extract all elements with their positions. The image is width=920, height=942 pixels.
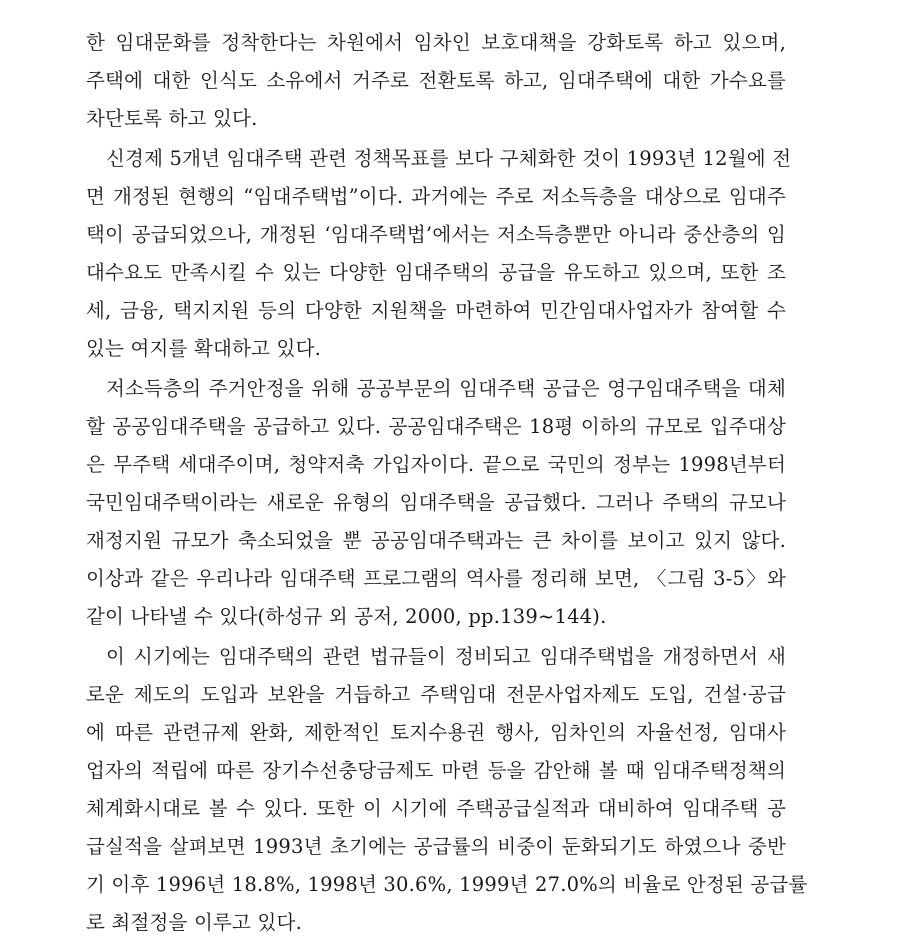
paragraph-1 <box>86 24 786 138</box>
paragraph-2 <box>86 140 792 368</box>
document-page <box>86 24 808 942</box>
text-line: 주택에 대한 인식도 소유에서 거주로 전환토록 하고, 임대주택에 대한 가수요를 <box>86 69 786 92</box>
text-line: 은 무주택 세대주이며, 청약저축 가입자이다. 끝으로 국민의 정부는 1998년부터 <box>86 453 786 476</box>
text-line: 대수요도 만족시킬 수 있는 다양한 임대주택의 공급을 유도하고 있으며, 또한 조 <box>86 261 786 284</box>
text-line: 국민임대주택이라는 새로운 유형의 임대주택을 공급했다. 그러나 주택의 규모나 <box>86 491 786 514</box>
paragraph-4 <box>86 638 808 942</box>
paragraph-3 <box>86 370 786 636</box>
text-line: 세, 금융, 택지지원 등의 다양한 지원책을 마련하여 민간임대사업자가 참여할 수 <box>86 299 786 322</box>
text-line: 급실적을 살펴보면 1993년 초기에는 공급률의 비중이 둔화되기도 하였으나 중반 <box>86 835 786 858</box>
text-line: 업자의 적립에 따른 장기수선충당금제도 마련 등을 감안해 볼 때 임대주택정책의 <box>86 759 786 782</box>
text-line: 한 임대문화를 정착한다는 차원에서 임차인 보호대책을 강화토록 하고 있으며, <box>86 31 786 54</box>
text-line: 면 개정된 현행의 “임대주택법”이다. 과거에는 주로 저소득층을 대상으로 임대주 <box>86 185 786 208</box>
text-line: 같이 나타낼 수 있다(하성규 외 공저, 2000, pp.139~144). <box>86 605 607 628</box>
text-line: 저소득층의 주거안정을 위해 공공부문의 임대주택 공급은 영구임대주택을 대체 <box>106 377 786 400</box>
text-line: 차단토록 하고 있다. <box>86 107 258 130</box>
text-line: 재정지원 규모가 축소되었을 뿐 공공임대주택과는 큰 차이를 보이고 있지 않다. <box>86 529 786 552</box>
text-line: 있는 여지를 확대하고 있다. <box>86 337 322 360</box>
text-line: 할 공공임대주택을 공급하고 있다. 공공임대주택은 18평 이하의 규모로 입주대상 <box>86 415 786 438</box>
text-line: 에 따른 관련규제 완화, 제한적인 토지수용권 행사, 임차인의 자율선정, 임대사 <box>86 721 786 744</box>
text-line: 로 최절정을 이루고 있다. <box>86 911 302 934</box>
text-line: 체계화시대로 볼 수 있다. 또한 이 시기에 주택공급실적과 대비하여 임대주택 공 <box>86 797 786 820</box>
text-line: 로운 제도의 도입과 보완을 거듭하고 주택임대 전문사업자제도 도입, 건설·공급 <box>86 683 786 706</box>
text-line: 이 시기에는 임대주택의 관련 법규들이 정비되고 임대주택법을 개정하면서 새 <box>106 645 786 668</box>
text-line: 기 이후 1996년 18.8%, 1998년 30.6%, 1999년 27.0%의 비율로 안정된 공급률 <box>86 873 808 896</box>
text-line: 택이 공급되었으나, 개정된 ‘임대주택법’에서는 저소득층뿐만 아니라 중산층의 임 <box>86 223 786 246</box>
text-line: 신경제 5개년 임대주택 관련 정책목표를 보다 구체화한 것이 1993년 12월에 전 <box>106 147 792 170</box>
text-line: 이상과 같은 우리나라 임대주택 프로그램의 역사를 정리해 보면, 〈그림 3-5〉와 <box>86 567 786 590</box>
